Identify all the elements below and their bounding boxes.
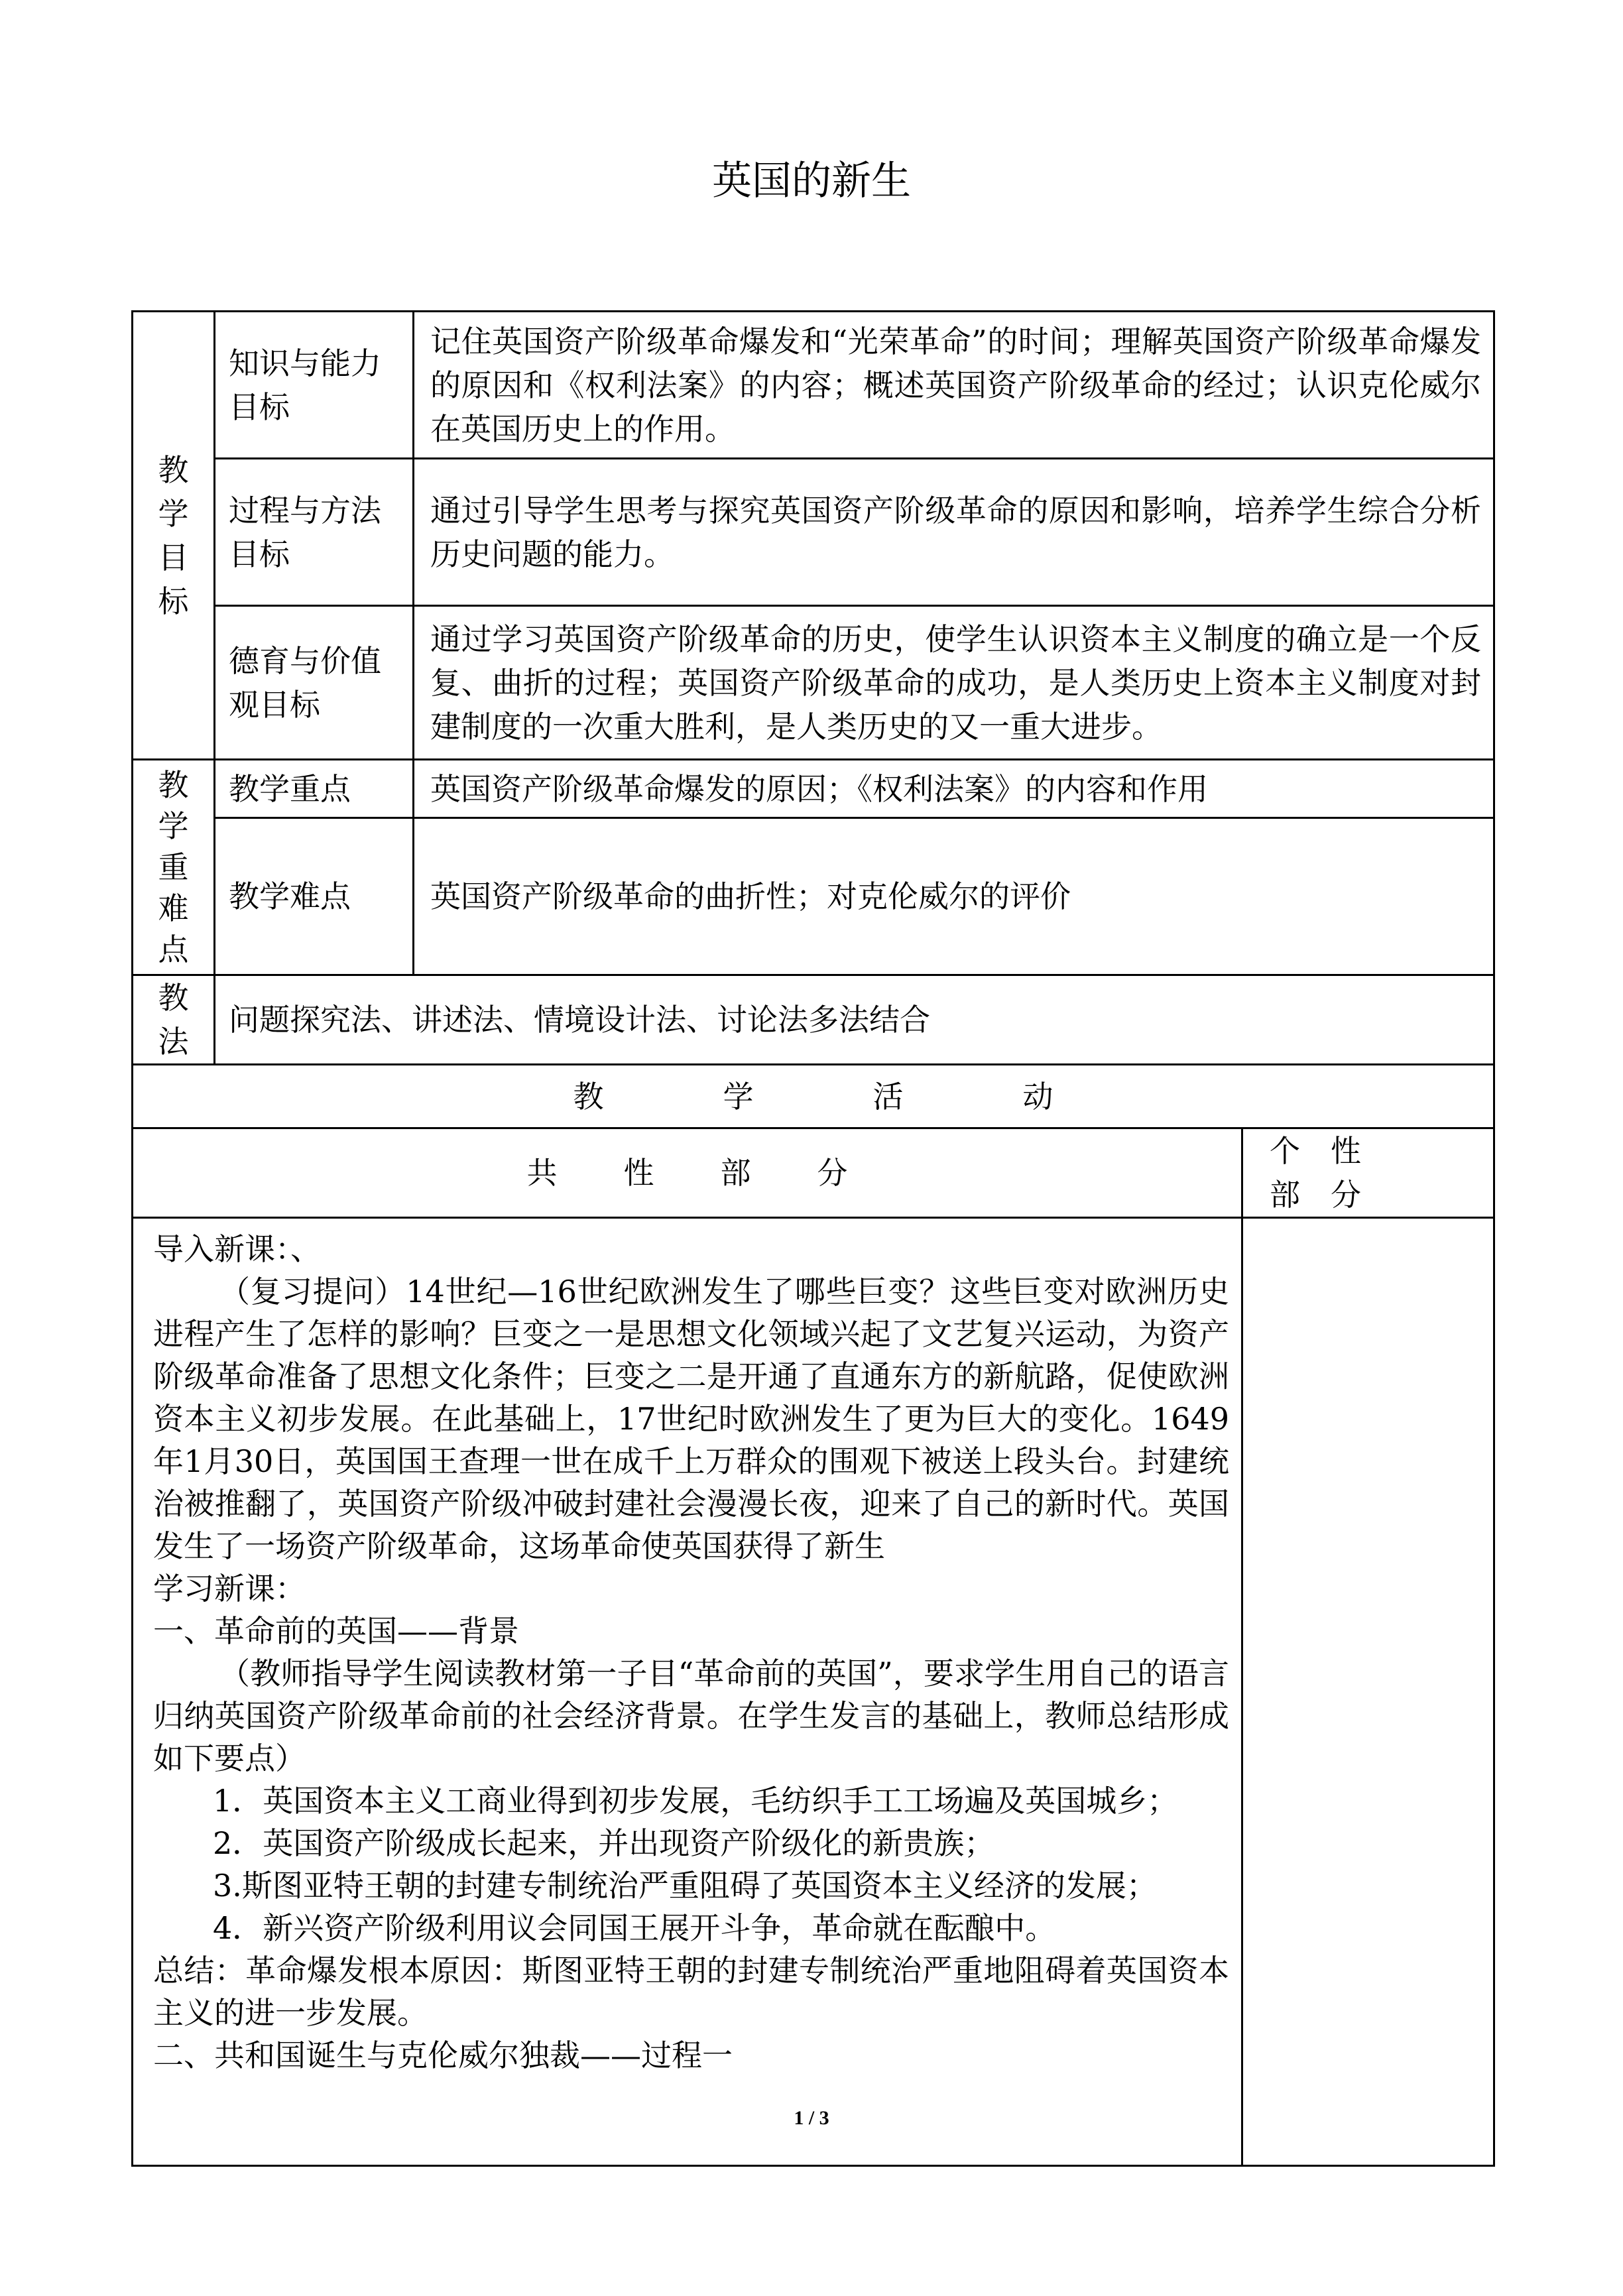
individual-part-header: 个 性 部 分 [1242,1128,1494,1218]
individual-part-cell [1242,1218,1494,2166]
objective-text-knowledge: 记住英国资产阶级革命爆发和“光荣革命”的时间；理解英国资产阶级革命爆发的原因和《权利法案》的内容；概述英国资产阶级革命的经过；认识克伦威尔在英国历史上的作用。 [414,312,1494,459]
difficulty-label: 教学难点 [215,818,414,975]
body-section-heading-2: 二、共和国诞生与克伦威尔独裁——过程一 [153,2037,733,2073]
body-summary: 总结：革命爆发根本原因：斯图亚特王朝的封建专制统治严重地阻碍着英国资本主义的进一步发展。 [153,1953,1229,2031]
lesson-plan-table [131,310,1495,2167]
method-group-label: 教 法 [133,975,215,1065]
page-title: 英国的新生 [712,158,911,204]
lesson-body [133,1218,1242,2166]
difficulty-text: 英国资产阶级革命的曲折性；对克伦威尔的评价 [414,818,1494,975]
objective-text-process: 通过引导学生思考与探究英国资产阶级革命的原因和影响，培养学生综合分析历史问题的能力。 [414,459,1494,606]
body-section-heading: 一、革命前的英国——背景 [153,1613,519,1649]
body-intro-heading: 导入新课：、 [153,1231,321,1267]
body-point-1: 1．英国资本主义工商业得到初步发展，毛纺织手工工场遍及英国城乡； [213,1783,1178,1819]
objective-text-values: 通过学习英国资产阶级革命的历史，使学生认识资本主义制度的确立是一个反复、曲折的过程；英国资产阶级革命的成功，是人类历史上资本主义制度对封建制度的一次重大胜利，是人类历史的又一重大进步。 [414,606,1494,760]
key-points-group-label: 教 学 重 难 点 [133,760,215,975]
body-point-3: 3.斯图亚特王朝的封建专制统治严重阻碍了英国资本主义经济的发展； [213,1868,1157,1903]
body-teacher-guide: （教师指导学生阅读教材第一子目“革命前的英国”，要求学生用自己的语言归纳英国资产阶级革命前的社会经济背景。在学生发言的基础上，教师总结形成如下要点） [153,1656,1229,1776]
key-point-text: 英国资产阶级革命爆发的原因；《权利法案》的内容和作用 [414,760,1494,818]
body-new-lesson-heading: 学习新课： [153,1571,306,1606]
objective-label-values: 德育与价值观目标 [215,606,414,760]
objective-label-process: 过程与方法目标 [215,459,414,606]
page-number: 1 / 3 [794,2107,829,2129]
body-point-2: 2．英国资产阶级成长起来，并出现资产阶级化的新贵族； [213,1825,995,1861]
key-point-label: 教学重点 [215,760,414,818]
method-text: 问题探究法、讲述法、情境设计法、讨论法多法结合 [215,975,1494,1065]
common-part-header: 共 性 部 分 [133,1128,1242,1218]
objectives-group-label: 教 学 目 标 [133,312,215,760]
body-intro-paragraph: （复习提问）14世纪—16世纪欧洲发生了哪些巨变？这些巨变对欧洲历史进程产生了怎样的影响？巨变之一是思想文化领域兴起了文艺复兴运动，为资产阶级革命准备了思想文化条件；巨变之二是开通了直通东方的新航路，促使欧洲资本主义初步发展。在此基础上，17世纪时欧洲发生了更为巨大的变化。1649年1月30日，英国国王查理一世在成千上万群众的围观下被送上段头台。封建统治被推翻了，英国资产阶级冲破封建社会漫漫长夜，迎来了自己的新时代。英国发生了一场资产阶级革命，这场革命使英国获得了新生 [153,1274,1229,1564]
body-point-4: 4．新兴资产阶级利用议会同国王展开斗争，革命就在酝酿中。 [213,1910,1056,1946]
objective-label-knowledge: 知识与能力目标 [215,312,414,459]
activities-header: 教 学 活 动 [133,1065,1494,1128]
